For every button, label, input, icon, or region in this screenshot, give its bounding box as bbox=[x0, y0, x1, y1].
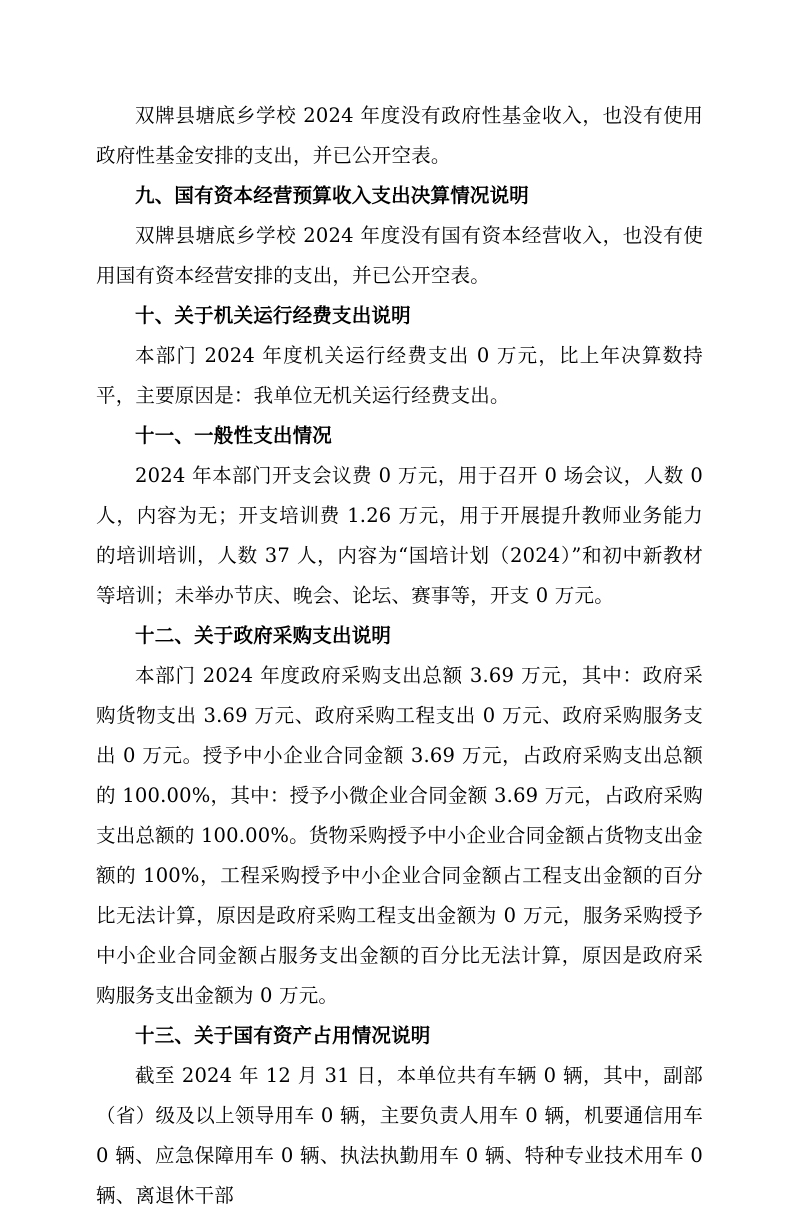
paragraph-state-assets-occupation: 截至 2024 年 12 月 31 日，本单位共有车辆 0 辆，其中，副部（省）级及以上领导用车 0 辆，主要负责人用车 0 辆，机要通信用车 0 辆、应急保障用车 0 辆、执法执勤用车 0 辆、特种专业技术用车 0 辆、离退休干部 bbox=[96, 1064, 703, 1207]
heading-section-thirteen: 十三、关于国有资产占用情况说明 bbox=[135, 1024, 431, 1047]
heading-section-twelve: 十二、关于政府采购支出说明 bbox=[135, 624, 392, 647]
paragraph-government-procurement: 本部门 2024 年度政府采购支出总额 3.69 万元，其中：政府采购货物支出 3.69 万元、政府采购工程支出 0 万元、政府采购服务支出 0 万元。授予中小企业合同金额 3.69 万元，占政府采购支出总额的 100.00%，其中：授予小微企业合同金额 3.69 万元，占政府采购支出总额的 100.00%。货物采购授予中小企业合同金额占货物支出金额的 100%，工程采购授予中小企业合同金额占工程支出金额的百分比无法计算，原因是政府采购工程支出金额为 0 万元，服务采购授予中小企业合同金额占服务支出金额的百分比无法计算，原因是政府采购服务支出金额为 0 万元。 bbox=[96, 664, 703, 1007]
paragraph-government-fund-revenue: 双牌县塘底乡学校 2024 年度没有政府性基金收入，也没有使用政府性基金安排的支出，并已公开空表。 bbox=[96, 104, 703, 167]
heading-section-nine: 九、国有资本经营预算收入支出决算情况说明 bbox=[135, 184, 530, 207]
heading-section-eleven: 十一、一般性支出情况 bbox=[135, 424, 333, 447]
heading-section-ten: 十、关于机关运行经费支出说明 bbox=[135, 304, 411, 327]
document-body bbox=[96, 96, 703, 1216]
paragraph-state-capital-operating: 双牌县塘底乡学校 2024 年度没有国有资本经营收入，也没有使用国有资本经营安排的支出，并已公开空表。 bbox=[96, 224, 703, 287]
paragraph-general-expenditure: 2024 年本部门开支会议费 0 万元，用于召开 0 场会议，人数 0 人，内容为无；开支培训费 1.26 万元，用于开展提升教师业务能力的培训培训，人数 37 人，内容为“国培计划（2024）”和初中新教材等培训；未举办节庆、晚会、论坛、赛事等，开支 0 万元。 bbox=[96, 464, 703, 607]
paragraph-agency-operating-expenses: 本部门 2024 年度机关运行经费支出 0 万元，比上年决算数持平，主要原因是：我单位无机关运行经费支出。 bbox=[96, 344, 703, 407]
